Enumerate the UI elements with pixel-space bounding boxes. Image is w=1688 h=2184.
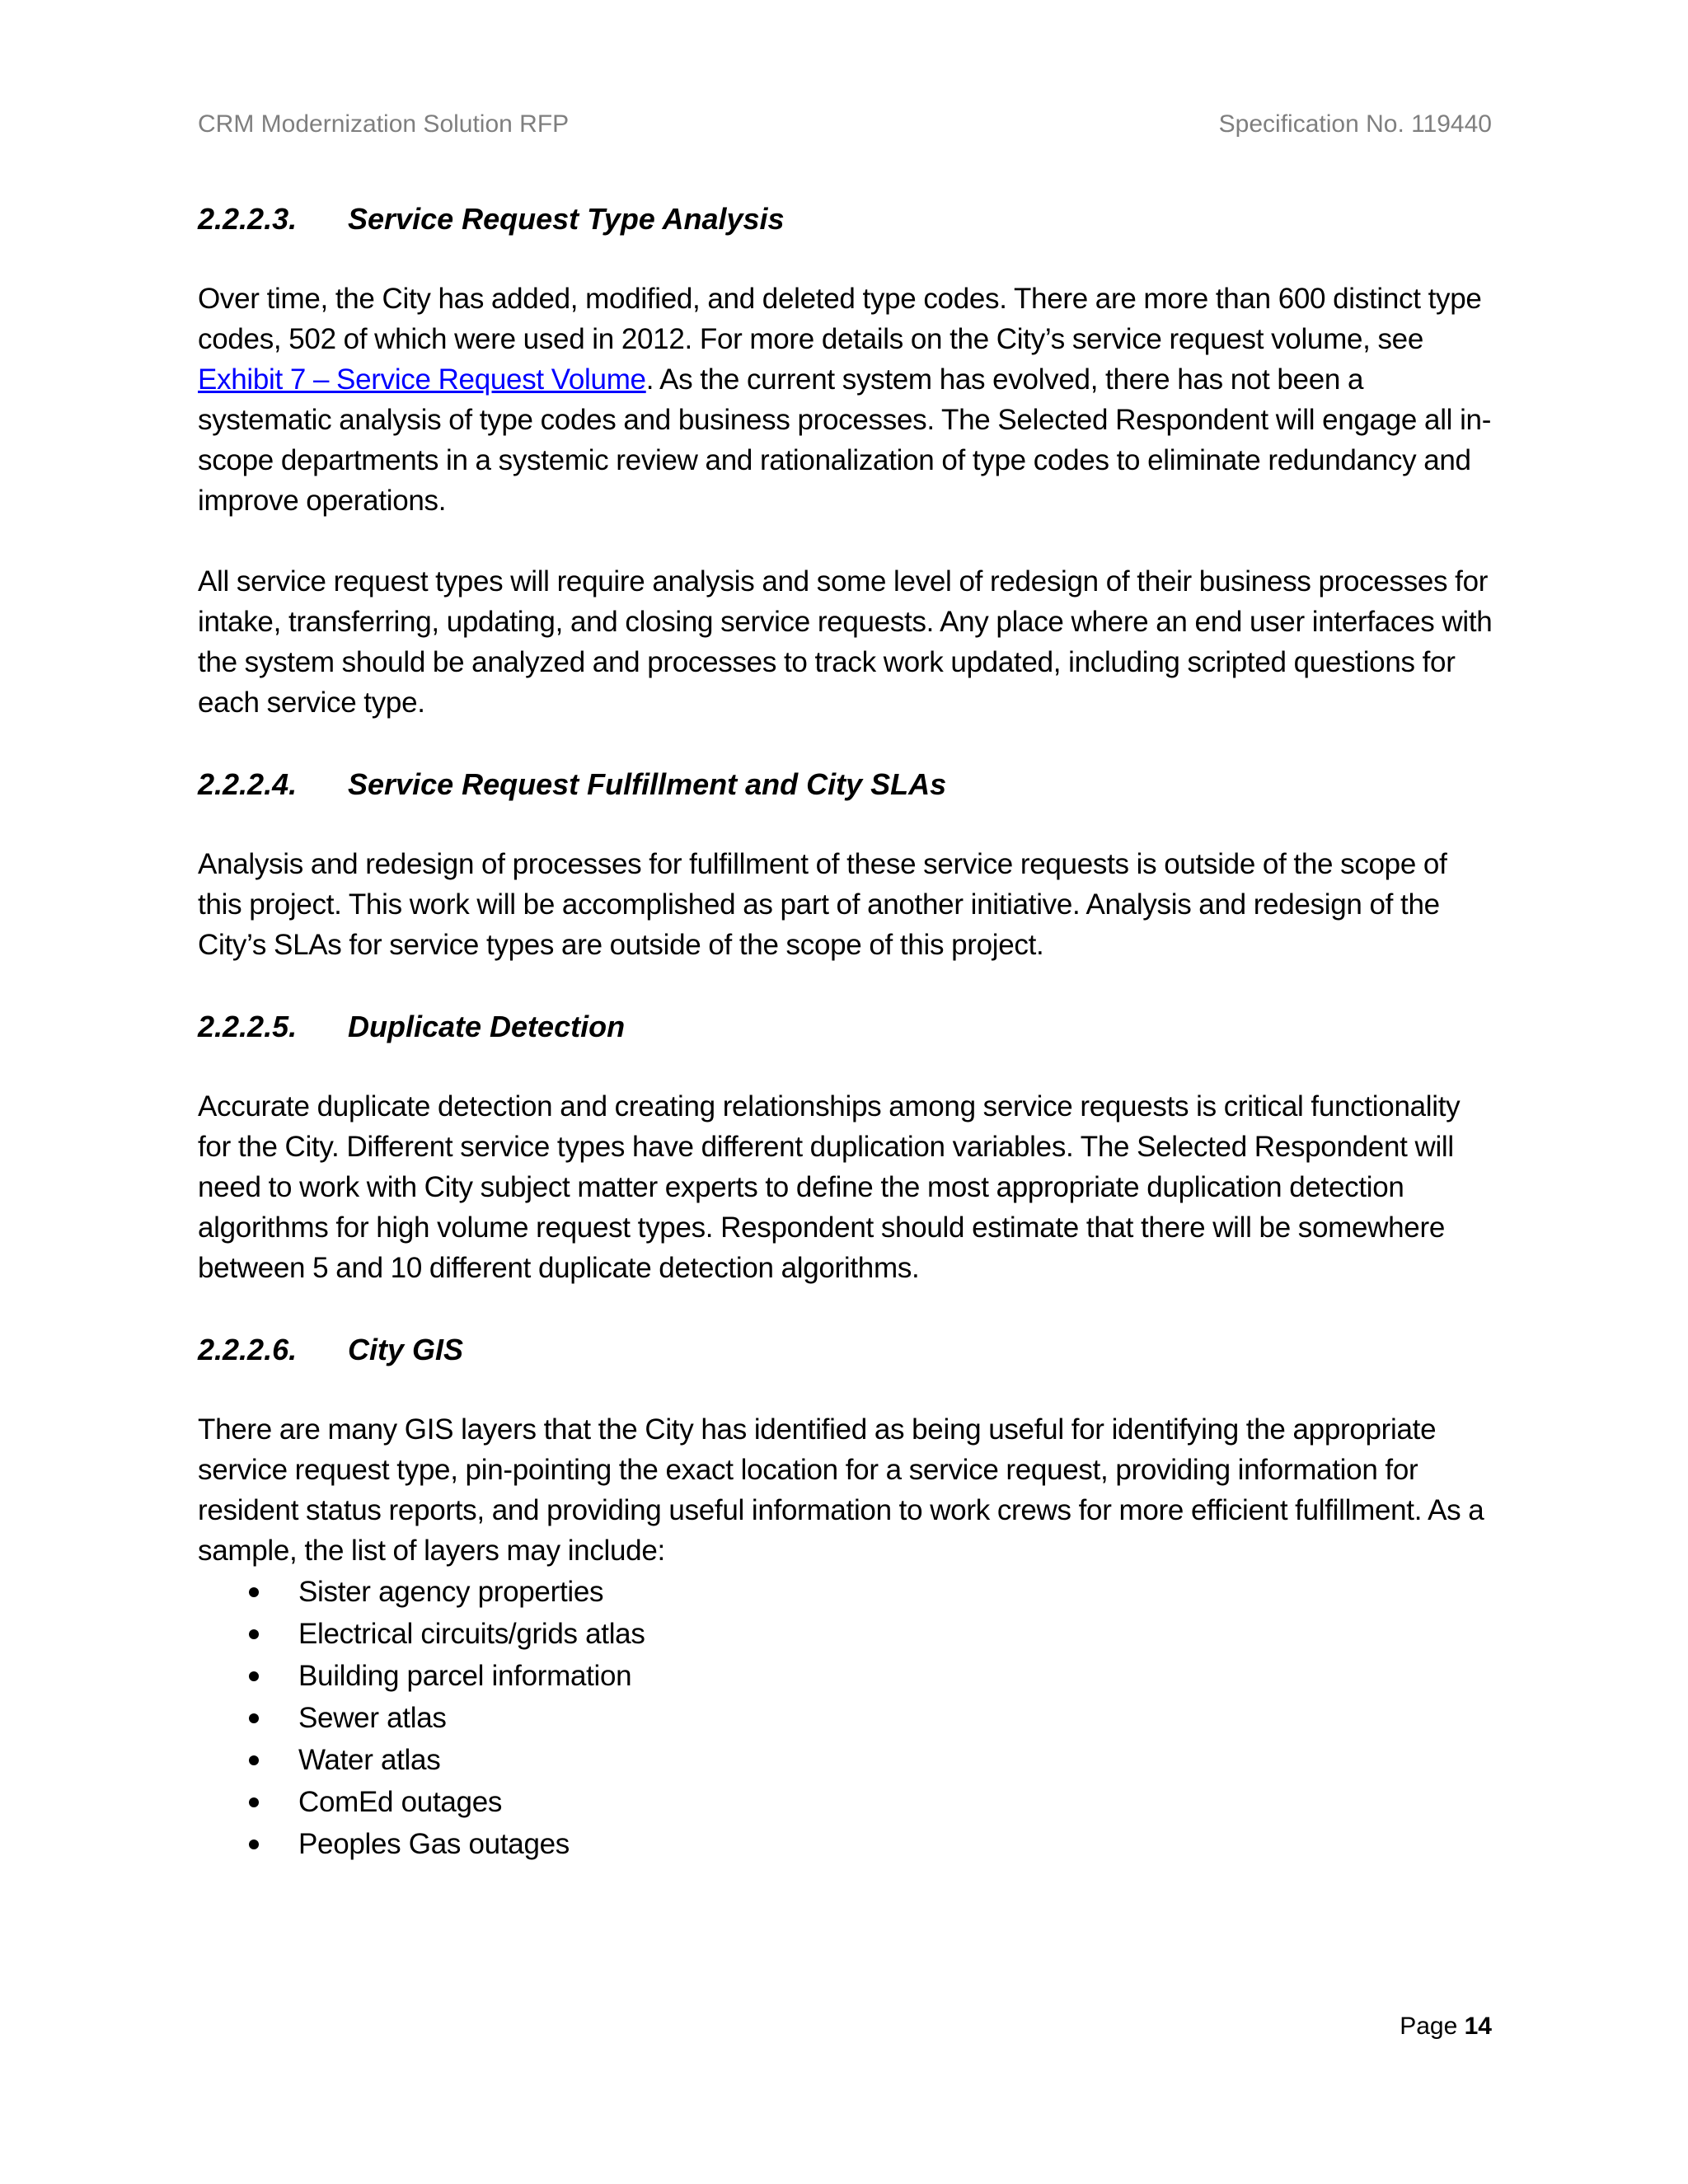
document-body xyxy=(198,198,1496,1865)
bullet-icon xyxy=(249,1671,259,1681)
page-footer xyxy=(1400,2013,1492,2041)
section-title: Service Request Type Analysis xyxy=(348,202,785,236)
paragraph-fulfillment-scope: Analysis and redesign of processes for fulfillment of these service requests is outside of the scope of this project. This work will be accomplished as part of another initiative. Analysis and redesign of the City’s SLAs for service types are outside of the scope of this project. xyxy=(198,848,1447,961)
bullet-icon xyxy=(249,1587,259,1597)
list-item-text: ComEd outages xyxy=(298,1786,503,1818)
list-item-text: Water atlas xyxy=(298,1744,441,1776)
section-title: Duplicate Detection xyxy=(348,1010,626,1043)
exhibit-7-link[interactable]: Exhibit 7 – Service Request Volume xyxy=(198,363,646,396)
section-heading-duplicate-detection xyxy=(198,1005,1496,1048)
running-header xyxy=(198,110,1492,143)
bullet-icon xyxy=(249,1797,259,1807)
page-label: Page xyxy=(1400,2013,1458,2040)
paragraph-request-types-analysis: All service request types will require analysis and some level of redesign of their business processes for intake, transferring, updating, and closing service requests. Any place where an end user interfaces with the system should be analyzed and processes to track work updated, including scripted questions for each service type. xyxy=(198,565,1493,719)
list-item-text: Building parcel information xyxy=(298,1660,632,1692)
section-number: 2.2.2.3. xyxy=(198,202,298,236)
list-item xyxy=(198,1613,1496,1655)
header-specification-number: Specification No. 119440 xyxy=(1218,110,1492,138)
paragraph-text: Over time, the City has added, modified, and deleted type codes. There are more than 600 distinct type codes, 502 of which were used in 2012. For more details on the City’s service request volume, see xyxy=(198,283,1482,355)
paragraph-gis-layers: There are many GIS layers that the City has identified as being useful for identifying the appropriate service request type, pin-pointing the exact location for a service request, providing information for resident status reports, and providing useful information to work crews for more efficient fulfillment. As a sample, the list of layers may include: xyxy=(198,1413,1484,1567)
section-heading-fulfillment-slas xyxy=(198,763,1496,806)
page-number: 14 xyxy=(1464,2013,1492,2040)
list-item xyxy=(198,1655,1496,1697)
list-item xyxy=(198,1571,1496,1613)
list-item xyxy=(198,1697,1496,1739)
paragraph-duplicate-detection: Accurate duplicate detection and creating relationships among service requests is critical functionality for the City. Different service types have different duplication variables. The Selected Respondent will need to work with City subject matter experts to define the most appropriate duplication detection algorithms for high volume request types. Respondent should estimate that there will be somewhere between 5 and 10 different duplicate detection algorithms. xyxy=(198,1090,1461,1284)
section-number: 2.2.2.5. xyxy=(198,1010,298,1043)
list-item xyxy=(198,1739,1496,1781)
section-number: 2.2.2.4. xyxy=(198,767,298,801)
section-number: 2.2.2.6. xyxy=(198,1333,298,1366)
gis-layers-list xyxy=(198,1571,1496,1865)
section-title: City GIS xyxy=(348,1333,464,1366)
list-item-text: Sister agency properties xyxy=(298,1576,604,1608)
list-item-text: Peoples Gas outages xyxy=(298,1828,570,1860)
section-heading-type-analysis xyxy=(198,198,1496,241)
bullet-icon xyxy=(249,1755,259,1765)
list-item xyxy=(198,1823,1496,1865)
paragraph-text: . As the current system has evolved, there has not been a systematic analysis of type codes and business processes. The Selected Respondent will engage all in-scope departments in a systemic review and rationalization of type codes to eliminate redundancy and improve operations. xyxy=(198,363,1492,517)
bullet-icon xyxy=(249,1840,259,1849)
list-item-text: Sewer atlas xyxy=(298,1702,447,1734)
header-document-title: CRM Modernization Solution RFP xyxy=(198,110,570,138)
section-title: Service Request Fulfillment and City SLAs xyxy=(348,767,947,801)
bullet-icon xyxy=(249,1713,259,1723)
section-heading-city-gis xyxy=(198,1329,1496,1371)
bullet-icon xyxy=(249,1629,259,1639)
list-item xyxy=(198,1781,1496,1823)
list-item-text: Electrical circuits/grids atlas xyxy=(298,1618,645,1650)
paragraph-type-codes xyxy=(198,279,1496,521)
